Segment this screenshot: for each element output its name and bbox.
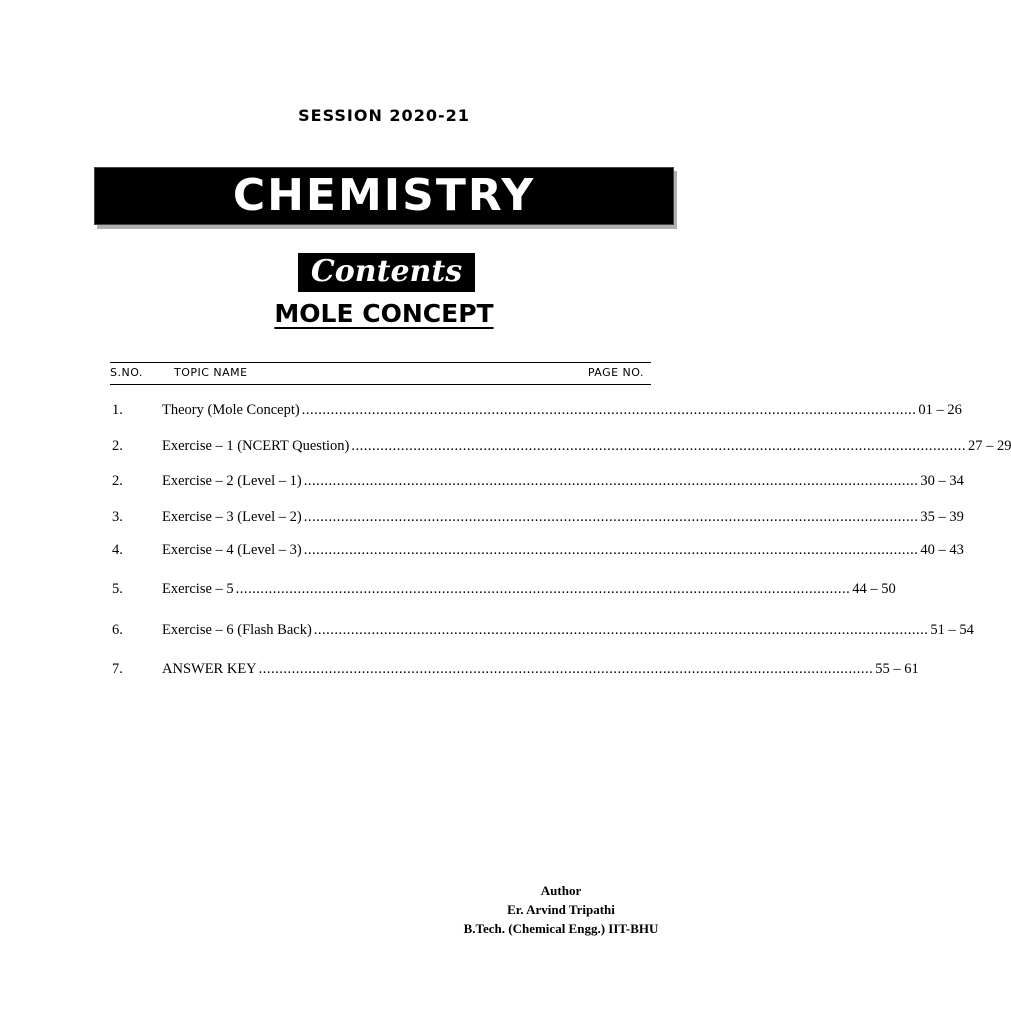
row-title: Exercise – 6 (Flash Back): [162, 622, 312, 638]
table-bottom-rule: [110, 384, 651, 385]
row-title: Exercise – 4 (Level – 3): [162, 542, 302, 558]
row-number: 7.: [112, 661, 123, 677]
row-title: Exercise – 3 (Level – 2): [162, 509, 302, 525]
dot-leader: .....................................................................................................................................................: [303, 509, 919, 525]
toc-row: [112, 581, 896, 599]
row-pages: 35 – 39: [920, 509, 964, 525]
row-pages: 55 – 61: [875, 661, 919, 677]
dot-leader: .....................................................................................................................................................: [303, 473, 919, 489]
subject-banner: CHEMISTRY: [94, 167, 674, 225]
author-name: Er. Arvind Tripathi: [507, 902, 615, 917]
row-title: ANSWER KEY: [162, 661, 257, 677]
author-qualification: B.Tech. (Chemical Engg.) IIT-BHU: [463, 921, 659, 936]
row-number: 4.: [112, 542, 123, 558]
toc-row: [112, 438, 1011, 456]
dot-leader: .....................................................................................................................................................: [313, 622, 929, 638]
toc-row: [112, 509, 964, 527]
row-pages: 27 – 29: [967, 438, 1011, 454]
row-number: 3.: [112, 509, 123, 525]
row-title: Exercise – 1 (NCERT Question): [162, 438, 350, 454]
toc-row: [112, 542, 964, 560]
row-number: 1.: [112, 402, 123, 418]
author-label: Author: [540, 883, 582, 898]
contents-label: Contents: [298, 253, 475, 292]
toc-row: [112, 661, 919, 679]
dot-leader: .....................................................................................................................................................: [351, 438, 966, 454]
row-title: Theory (Mole Concept): [162, 402, 300, 418]
chapter-title-text: MOLE CONCEPT: [274, 299, 494, 328]
table-top-rule: [110, 362, 651, 363]
row-pages: 40 – 43: [920, 542, 964, 558]
toc-row: [112, 402, 962, 420]
row-pages: 51 – 54: [930, 622, 974, 638]
row-number: 5.: [112, 581, 123, 597]
row-title: Exercise – 5: [162, 581, 234, 597]
session-label: SESSION 2020-21: [298, 106, 470, 125]
header-page: PAGE NO.: [587, 366, 644, 379]
chapter-title: [0, 299, 768, 328]
toc-row: [112, 473, 964, 491]
toc-row: [112, 622, 974, 640]
dot-leader: .....................................................................................................................................................: [303, 542, 919, 558]
author-block: [430, 881, 692, 938]
row-number: 2.: [112, 473, 123, 489]
row-number: 6.: [112, 622, 123, 638]
dot-leader: .....................................................................................................................................................: [301, 402, 917, 418]
row-number: 2.: [112, 438, 123, 454]
header-sno: S.NO.: [110, 366, 143, 379]
dot-leader: .....................................................................................................................................................: [235, 581, 851, 597]
row-pages: 44 – 50: [852, 581, 896, 597]
dot-leader: .....................................................................................................................................................: [258, 661, 874, 677]
header-topic: TOPIC NAME: [174, 366, 248, 379]
row-pages: 30 – 34: [920, 473, 964, 489]
row-title: Exercise – 2 (Level – 1): [162, 473, 302, 489]
row-pages: 01 – 26: [918, 402, 962, 418]
